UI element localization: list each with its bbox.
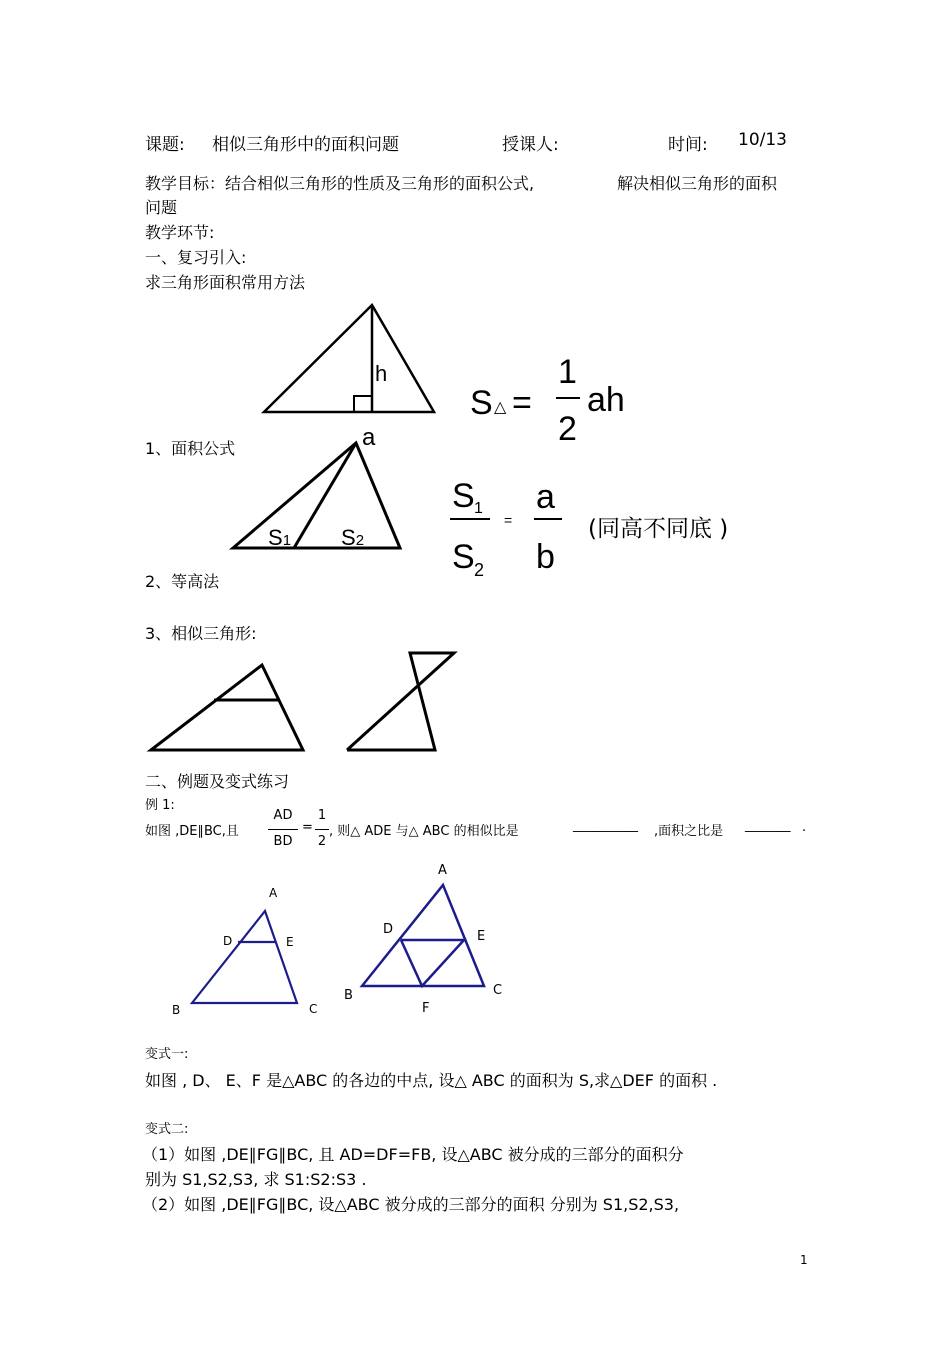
formula2-note: (同高不同底 ) <box>588 516 729 542</box>
fig-a-label-d: D <box>223 934 233 948</box>
goals-line-1b: 解决相似三角形的面积 <box>617 174 778 193</box>
example-figure-b <box>362 885 484 986</box>
similar-triangle-x-shape <box>347 653 454 750</box>
header-teacher-label: 授课人: <box>502 135 559 155</box>
section-steps: 教学环节: <box>145 223 215 242</box>
formula2-s2-sub: 2 <box>474 560 485 580</box>
variant-2-part-1a: （1）如图 ,DE∥FG∥BC, 且 AD=DF=FB, 设△ABC 被分成的三部分的面积分 <box>142 1145 684 1164</box>
goals-line-1a: 教学目标：结合相似三角形的性质及三角形的面积公式, <box>145 174 535 193</box>
vertex-a-label: a <box>362 424 376 451</box>
similarity-ratio-blank[interactable]: __________ <box>573 818 638 833</box>
fig-b-label-f: F <box>422 1001 430 1016</box>
area-ratio-blank[interactable]: _______ <box>745 818 791 833</box>
equal-height-triangle <box>233 443 400 548</box>
variant-2-part-2: （2）如图 ,DE∥FG∥BC, 设△ABC 被分成的三部分的面积 分别为 S1,S2,S3, <box>142 1195 680 1214</box>
fig-b-label-b: B <box>344 988 353 1003</box>
goals-line-2: 问题 <box>145 198 178 217</box>
fig-b-label-e: E <box>477 929 486 944</box>
variant-2-part-1b: 别为 S1,S2,S3, 求 S1:S2:S3 . <box>145 1170 367 1189</box>
variant-1-text: 如图 , D、 E、F 是△ABC 的各边的中点, 设△ ABC 的面积为 S,求△DEF 的面积 . <box>145 1071 718 1090</box>
fraction-bd-denominator: BD <box>273 834 293 849</box>
formula1-denominator: 2 <box>558 410 577 448</box>
review-intro: 求三角形面积常用方法 <box>145 273 306 292</box>
header-subject-label: 课题: <box>145 135 185 155</box>
formula1-eq: = <box>512 384 532 422</box>
half-bar <box>315 829 329 830</box>
fig-a-label-a: A <box>269 886 278 900</box>
review-item-2: 2、等高法 <box>145 572 220 591</box>
half-numerator: 1 <box>317 808 327 823</box>
fig-b-label-d: D <box>383 922 394 937</box>
half-denominator: 2 <box>317 834 327 849</box>
fig-a-label-c: C <box>309 1002 318 1016</box>
review-item-1: 1、面积公式 <box>145 439 236 458</box>
formula2-a: a <box>536 478 555 516</box>
formula1-numerator: 1 <box>558 353 577 391</box>
height-triangle <box>264 305 434 412</box>
review-title: 一、复习引入: <box>145 248 247 267</box>
header-subject: 相似三角形中的面积问题 <box>212 135 399 155</box>
example-1-prefix: 如图 ,DE∥BC,且 <box>145 824 239 839</box>
example-figure-a <box>192 911 297 1003</box>
formula2-s1-sub: 1 <box>474 500 483 517</box>
fraction-ad-bar <box>268 829 298 830</box>
example-1-end: . <box>802 820 807 835</box>
formula1-ah: ah <box>587 381 625 419</box>
variant-2-title: 变式二: <box>145 1122 189 1137</box>
variant-1-title: 变式一: <box>145 1047 189 1062</box>
height-label: h <box>375 361 388 386</box>
fig-b-label-a: A <box>438 863 447 878</box>
similar-triangle-a-shape <box>151 665 303 750</box>
example-1-middle-2: ,面积之比是 <box>654 824 724 839</box>
fig-a-label-b: B <box>172 1003 181 1017</box>
example-1-middle: , 则△ ADE 与△ ABC 的相似比是 <box>329 824 519 839</box>
fig-s1-label: S1 <box>268 525 292 550</box>
header-date: 10/13 <box>738 130 787 150</box>
example-1-label: 例 1: <box>145 798 175 813</box>
formula2-eq: = <box>504 512 513 528</box>
fig-b-label-c: C <box>493 983 503 998</box>
fraction-equals: = <box>302 820 313 835</box>
header-time-label: 时间: <box>668 135 708 155</box>
formula2-s2: S <box>452 538 475 576</box>
examples-title: 二、例题及变式练习 <box>145 772 290 791</box>
fraction-ad-numerator: AD <box>273 808 293 823</box>
fig-s2-label: S2 <box>341 525 365 550</box>
triangle-symbol: △ <box>494 399 507 416</box>
review-item-3: 3、相似三角形: <box>145 624 257 643</box>
formula2-b: b <box>536 538 555 576</box>
page-number: 1 <box>800 1253 808 1267</box>
formula1-s: S <box>470 384 493 422</box>
fig-a-label-e: E <box>286 935 294 949</box>
formula2-s1: S <box>452 477 475 515</box>
